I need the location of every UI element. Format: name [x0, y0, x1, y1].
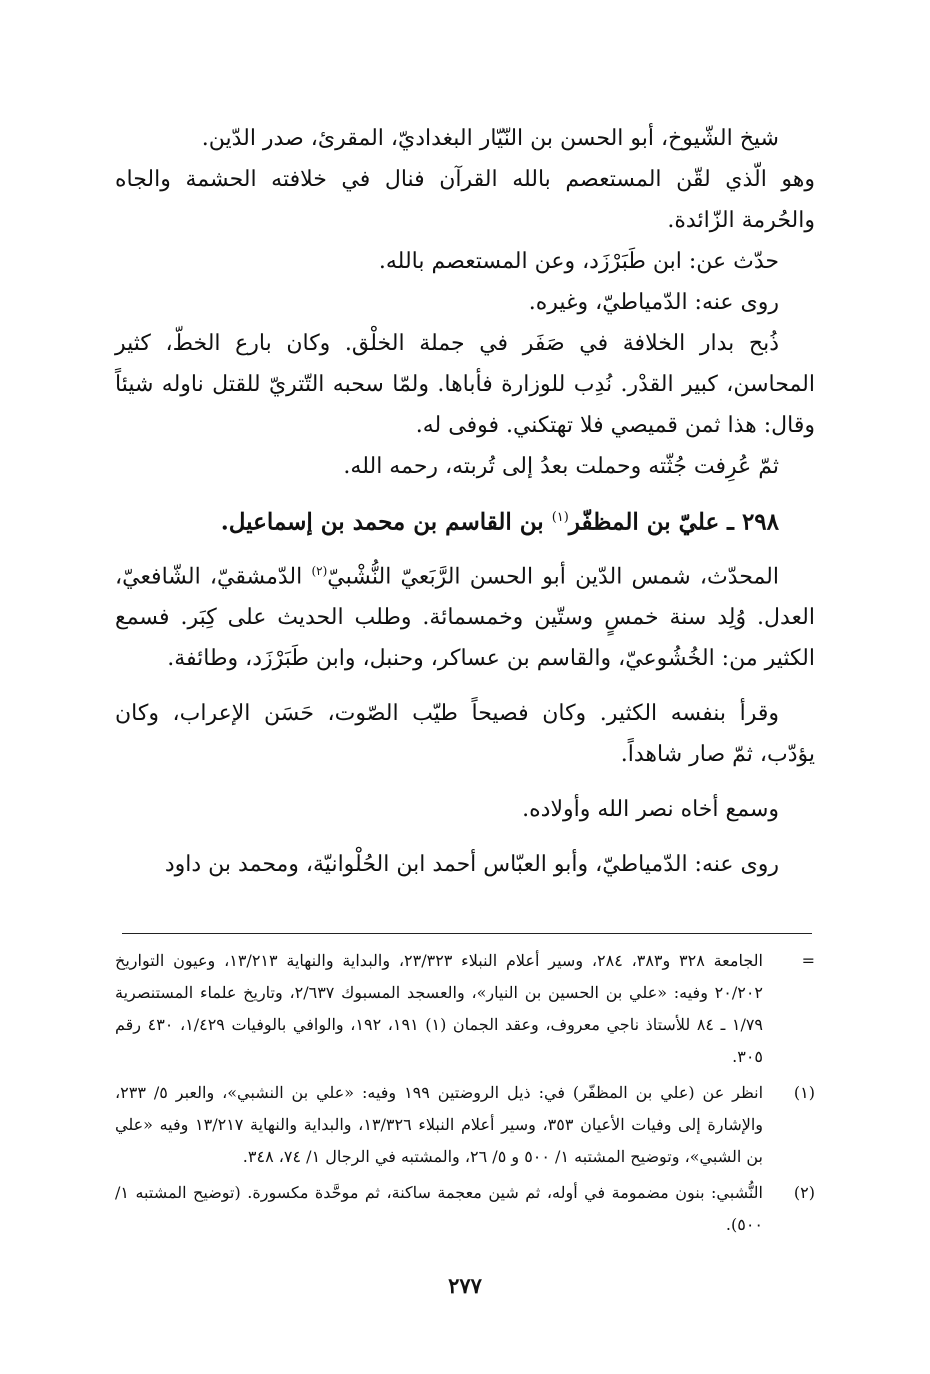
entry-heading — [115, 497, 815, 543]
footnote-mark: (٢) — [793, 1183, 815, 1202]
paragraph: روى عنه: الدّمياطيّ، وأبو العبّاس أحمد ابن الحُلْوانيّة، ومحمد بن داود — [164, 851, 779, 877]
paragraph: ذُبح بدار الخلافة في صَفَر في جملة الخلْق. وكان بارع الخطّ، كثير المحاسن، كبير القدْر. نُدِب للوزارة فأباها. ولمّا سحبه التّتريّ للقتل ناوله شيئاً وقال: هذا ثمن قميصي فلا تهتكني. فوفى له. — [115, 331, 815, 438]
footnote — [115, 1177, 815, 1241]
footnote-mark: (١) — [793, 1083, 815, 1102]
paragraph: روى عنه: الدّمياطيّ، وغيره. — [528, 290, 779, 315]
footnote-ref: (١) — [551, 510, 569, 525]
paragraph: وسمع أخاه نصر الله وأولاده. — [522, 796, 779, 822]
footnote — [115, 945, 815, 1073]
heading-name: ٢٩٨ ـ عليّ بن المظفّر — [568, 508, 779, 536]
footnote-separator — [122, 933, 812, 934]
page-number: ٢٧٧ — [448, 1273, 482, 1298]
heading-lineage: بن القاسم بن محمد بن إسماعيل. — [220, 508, 552, 536]
footnote-mark: = — [801, 951, 815, 970]
main-text — [115, 118, 815, 885]
footnote-text: الجامعة ٣٢٨ و٣٨٣، ٢٨٤، وسير أعلام النبلاء ٢٣/٣٢٣، والبداية والنهاية ١٣/٢١٣، وعيون التواريخ ٢٠/٢٠٢ وفيه: «علي بن الحسين بن النيار»، والعسجد المسبوك ٢/٦٣٧، وتاريخ علماء المستنصرية ١/٧٩ ـ ٨٤ للأستاذ ناجي معروف، وعقد الجمان (١) ١٩١، ١٩٢، والوافي بالوفيات ١/٤٢٩، ٤٣٠ رقم ٣٠٥. — [115, 951, 764, 1066]
footnotes — [115, 945, 815, 1245]
paragraph: ثمّ عُرِفت جُثّته وحملت بعدُ إلى تُربته، رحمه الله. — [343, 454, 779, 479]
paragraph: حدّث عن: ابن طَبَرْزَد، وعن المستعصم بالله. — [378, 249, 779, 274]
paragraph — [115, 551, 815, 679]
paragraph: وهو الّذي لقّن المستعصم بالله القرآن فنال في خلافته الحشمة والجاه والحُرمة الزّائدة. — [115, 167, 815, 233]
footnote-text: النُّشبي: بنون مضمومة في أوله، ثم شين معجمة ساكنة، ثم موحَّدة مكسورة. (توضيح المشتبه ١/ ٥٠٠). — [115, 1183, 763, 1234]
footnote — [115, 1077, 815, 1173]
paragraph-text: المحدّث، شمس الدّين أبو الحسن الرَّبَعيّ النُّشْبيّ — [327, 563, 779, 589]
footnote-ref: (٢) — [311, 563, 328, 578]
paragraph-text: الدّمشقيّ، الشّافعيّ، العدل. وُلِد سنة خمسٍ وستّين وخمسمائة. وطلب الحديث على كِبَر. فسمع الكثير من: الخُشُوعيّ، والقاسم بن عساكر، وحنبل، وابن طَبَرْزَد، وطائفة. — [115, 563, 815, 671]
paragraph: وقرأ بنفسه الكثير. وكان فصيحاً طيّب الصّوت، حَسَن الإعراب، وكان يؤدّب، ثمّ صار شاهداً. — [115, 700, 815, 767]
footnote-text: انظر عن (علي بن المظفّر) في: ذيل الروضتين ١٩٩ وفيه: «علي بن النشبي»، والعبر ٥/ ٢٣٣، والإشارة إلى وفيات الأعيان ٣٥٣، وسير أعلام النبلاء ١٣/٣٢٦، والبداية والنهاية ١٣/٢١٧ وفيه «علي بن الشبي»، وتوضيح المشتبه ١/ ٥٠٠ و ٥/ ٢٦، والمشتبه في الرجال ١/ ٧٤، ٣٤٨. — [115, 1083, 764, 1166]
paragraph: شيخ الشّيوخ، أبو الحسن بن النّيّار البغداديّ، المقرئ، صدر الدّين. — [201, 126, 779, 151]
